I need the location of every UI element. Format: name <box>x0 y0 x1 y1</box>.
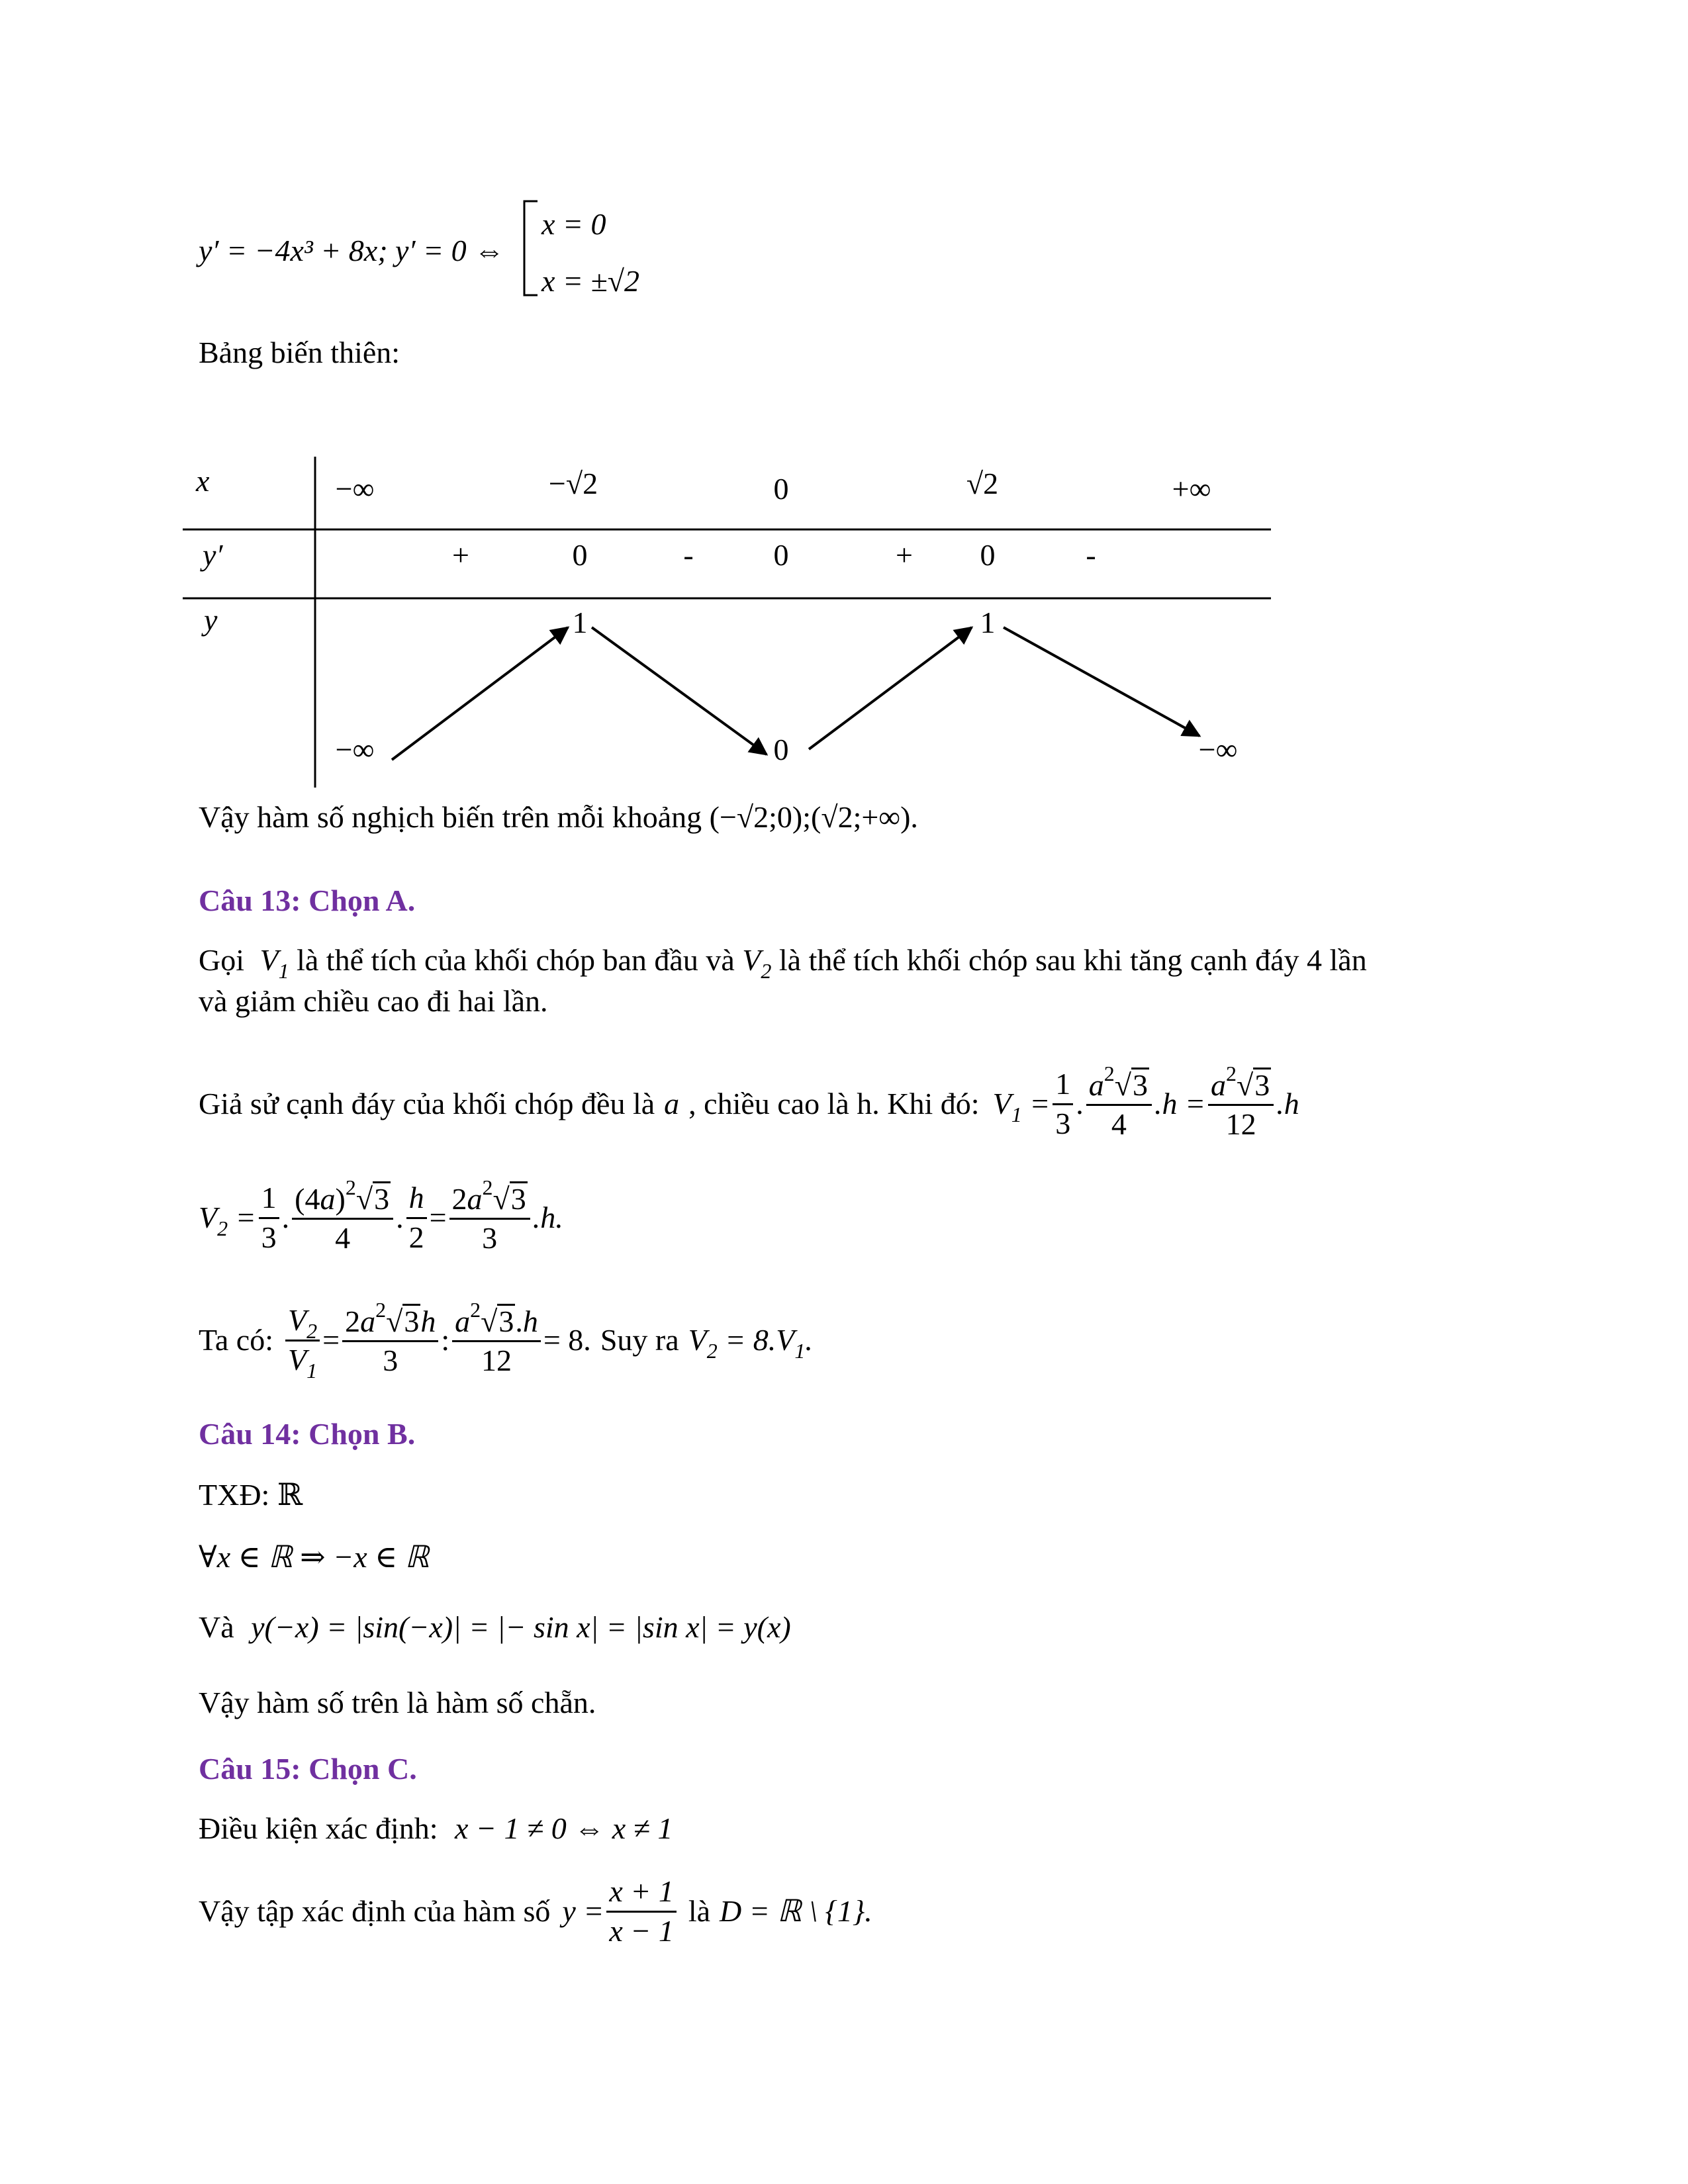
derivative-equation: y′ = −4x³ + 8x; y′ = 0 ⇔ <box>199 234 505 267</box>
q14-conclusion: Vậy hàm số trên là hàm số chẵn. <box>199 1686 596 1719</box>
q14-symmetry: ∀x ∈ ℝ ⇒ −x ∈ ℝ <box>199 1540 430 1574</box>
row-label-yprime: y′ <box>203 538 223 572</box>
case-1: x = 0 <box>541 207 606 241</box>
x-value: √2 <box>966 467 999 500</box>
y-limit: −∞ <box>335 733 375 766</box>
arrow-up-1 <box>392 627 568 760</box>
x-value: +∞ <box>1172 472 1211 506</box>
q13-heading: Câu 13: Chọn A. <box>199 884 416 917</box>
row-label-x: x <box>196 464 210 498</box>
y-min: 0 <box>773 733 789 766</box>
q15-condition: Điều kiện xác định: x − 1 ≠ 0 ⇔ x ≠ 1 <box>199 1811 673 1845</box>
q15-domain-conclusion: Vậy tập xác định của hàm số y = $\frac{x + 1}{x - 1}$ là D = ℝ \ {1}. <box>199 1874 872 1948</box>
q14-heading: Câu 14: Chọn B. <box>199 1417 416 1451</box>
variation-table-lines <box>0 0 1688 860</box>
x-value: −∞ <box>335 472 375 506</box>
sign-value: - <box>1086 538 1096 572</box>
q14-domain: TXĐ: ℝ <box>199 1478 303 1512</box>
q13-paragraph-1-line2: và giảm chiều cao đi hai lần. <box>199 984 548 1018</box>
row-label-y: y <box>204 603 218 637</box>
q13-ratio: Ta có: $\frac{V_2}{V_1}$ = $2a^2√$ 3 h 3 : $a^2√$ 3 .h 12 = 8. Suy ra $V_2 = 8.V_1$. <box>199 1297 813 1383</box>
case-2: x = ±√2 <box>541 264 639 298</box>
q14-evaluation: Và y(−x) = |sin(−x)| = |− sin x| = |sin x| = y(x) <box>199 1610 791 1644</box>
y-limit: −∞ <box>1198 733 1238 766</box>
sign-value: + <box>896 538 913 572</box>
sign-value: 0 <box>572 538 588 572</box>
sign-value: - <box>683 538 694 572</box>
arrow-up-2 <box>809 627 972 749</box>
q13-paragraph-1: Gọi $V_1$ là thể tích của khối chóp ban đầu và $V_2$ là thể tích khối chóp sau khi tăng cạnh đáy 4 lần <box>199 943 1367 983</box>
q13-paragraph-2: Giả sử cạnh đáy của khối chóp đều là a , chiều cao là h. Khi đó: $V_1$ = $\frac{1}{3}$ . $a^2√$ 3 4 .h = $a^2√$ 3 12 .h <box>199 1061 1299 1141</box>
sign-value: 0 <box>980 538 996 572</box>
x-value: 0 <box>773 472 789 506</box>
table-title: Bảng biến thiên: <box>199 336 400 369</box>
q13-v2-formula: $V_2$ = $\frac{1}{3}$ . $(4a)^2√$ 3 4 . $\frac{h}{2}$ = $2a^2√$ 3 3 .h. <box>199 1175 563 1255</box>
sign-value: 0 <box>773 538 789 572</box>
x-value: −√2 <box>548 467 598 500</box>
arrow-down-2 <box>1004 627 1199 736</box>
q15-heading: Câu 15: Chọn C. <box>199 1752 417 1786</box>
y-max: 1 <box>980 606 996 639</box>
sign-value: + <box>452 538 469 572</box>
conclusion-q12: Vậy hàm số nghịch biến trên mỗi khoảng (−√2;0);(√2;+∞). <box>199 800 918 834</box>
y-max: 1 <box>572 606 588 639</box>
